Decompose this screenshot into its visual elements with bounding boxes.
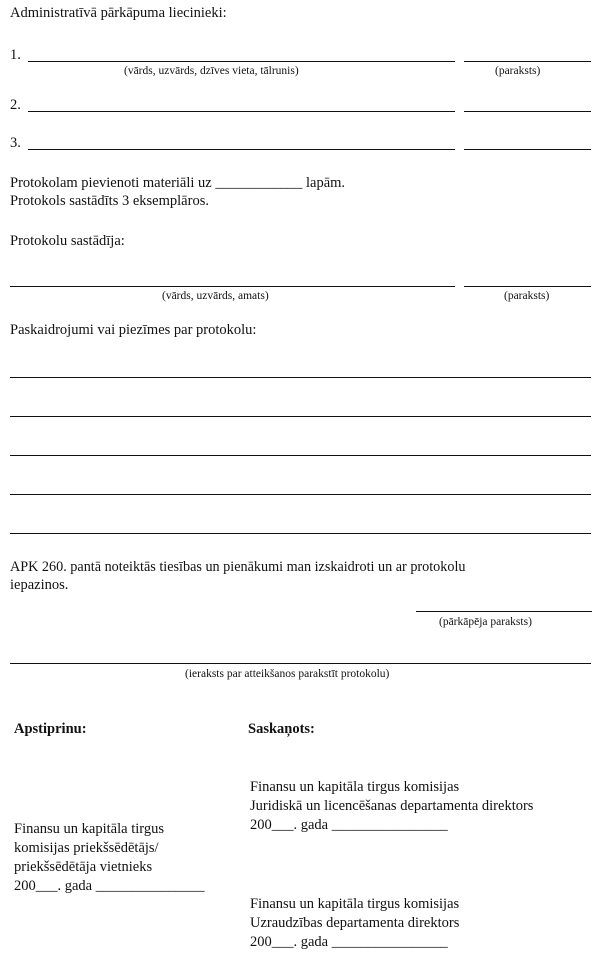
witnesses-heading: Administratīvā pārkāpuma liecinieki: <box>10 5 227 21</box>
attachments-line <box>10 176 345 191</box>
compiler-signature-caption: (paraksts) <box>504 290 550 302</box>
refusal-record-line[interactable] <box>10 663 591 664</box>
notes-line-3[interactable] <box>10 455 591 456</box>
legal-director-line-1: Finansu un kapitāla tirgus komisijas <box>250 779 460 795</box>
witness-3-number: 3. <box>10 135 21 151</box>
rights-text-line-2: iepazinos. <box>10 577 69 593</box>
chair-line-1: Finansu un kapitāla tirgus <box>14 821 164 837</box>
attachments-prefix: Protokolam pievienoti materiāli uz <box>10 175 212 191</box>
witness-2-signature-line[interactable] <box>464 111 591 112</box>
chair-line-2: komisijas priekšsēdētājs/ <box>14 840 159 856</box>
attachments-pages-blank[interactable]: ____________ <box>215 175 303 191</box>
witness-name-caption: (vārds, uzvārds, dzīves vieta, tālrunis) <box>124 65 299 77</box>
chair-date[interactable]: 200___. gada _______________ <box>14 878 205 894</box>
legal-director-date[interactable]: 200___. gada ________________ <box>250 817 448 833</box>
witness-1-number: 1. <box>10 47 21 63</box>
compiler-name-line[interactable] <box>10 286 455 287</box>
offender-signature-line[interactable] <box>416 611 592 612</box>
notes-line-1[interactable] <box>10 377 591 378</box>
witness-3-signature-line[interactable] <box>464 149 591 150</box>
chair-line-3: priekšsēdētāja vietnieks <box>14 859 153 875</box>
witness-3-name-line[interactable] <box>28 149 455 150</box>
attachments-suffix: lapām. <box>306 175 346 191</box>
witness-1-name-line[interactable] <box>28 61 455 62</box>
offender-signature-caption: (pārkāpēja paraksts) <box>439 616 532 628</box>
agreed-heading: Saskaņots: <box>248 721 315 737</box>
compiler-name-caption: (vārds, uzvārds, amats) <box>162 290 269 302</box>
rights-text-line-1: APK 260. pantā noteiktās tiesības un pienākumi man izskaidroti un ar protokolu <box>10 559 466 575</box>
witness-signature-caption: (paraksts) <box>495 65 541 77</box>
witness-1-signature-line[interactable] <box>464 61 591 62</box>
approve-heading: Apstiprinu: <box>14 721 87 737</box>
supervision-director-date[interactable]: 200___. gada ________________ <box>250 934 448 950</box>
supervision-director-line-1: Finansu un kapitāla tirgus komisijas <box>250 896 460 912</box>
refusal-caption: (ieraksts par atteikšanos parakstīt protokolu) <box>185 668 390 680</box>
witness-2-name-line[interactable] <box>28 111 455 112</box>
notes-line-5[interactable] <box>10 533 591 534</box>
witness-2-number: 2. <box>10 97 21 113</box>
compiler-signature-line[interactable] <box>464 286 591 287</box>
notes-line-4[interactable] <box>10 494 591 495</box>
notes-line-2[interactable] <box>10 416 591 417</box>
compiler-heading: Protokolu sastādīja: <box>10 233 125 249</box>
legal-director-line-2: Juridiskā un licencēšanas departamenta direktors <box>250 798 534 814</box>
notes-heading: Paskaidrojumi vai piezīmes par protokolu: <box>10 322 257 338</box>
copies-text: Protokols sastādīts 3 eksemplāros. <box>10 193 209 209</box>
supervision-director-line-2: Uzraudzības departamenta direktors <box>250 915 460 931</box>
